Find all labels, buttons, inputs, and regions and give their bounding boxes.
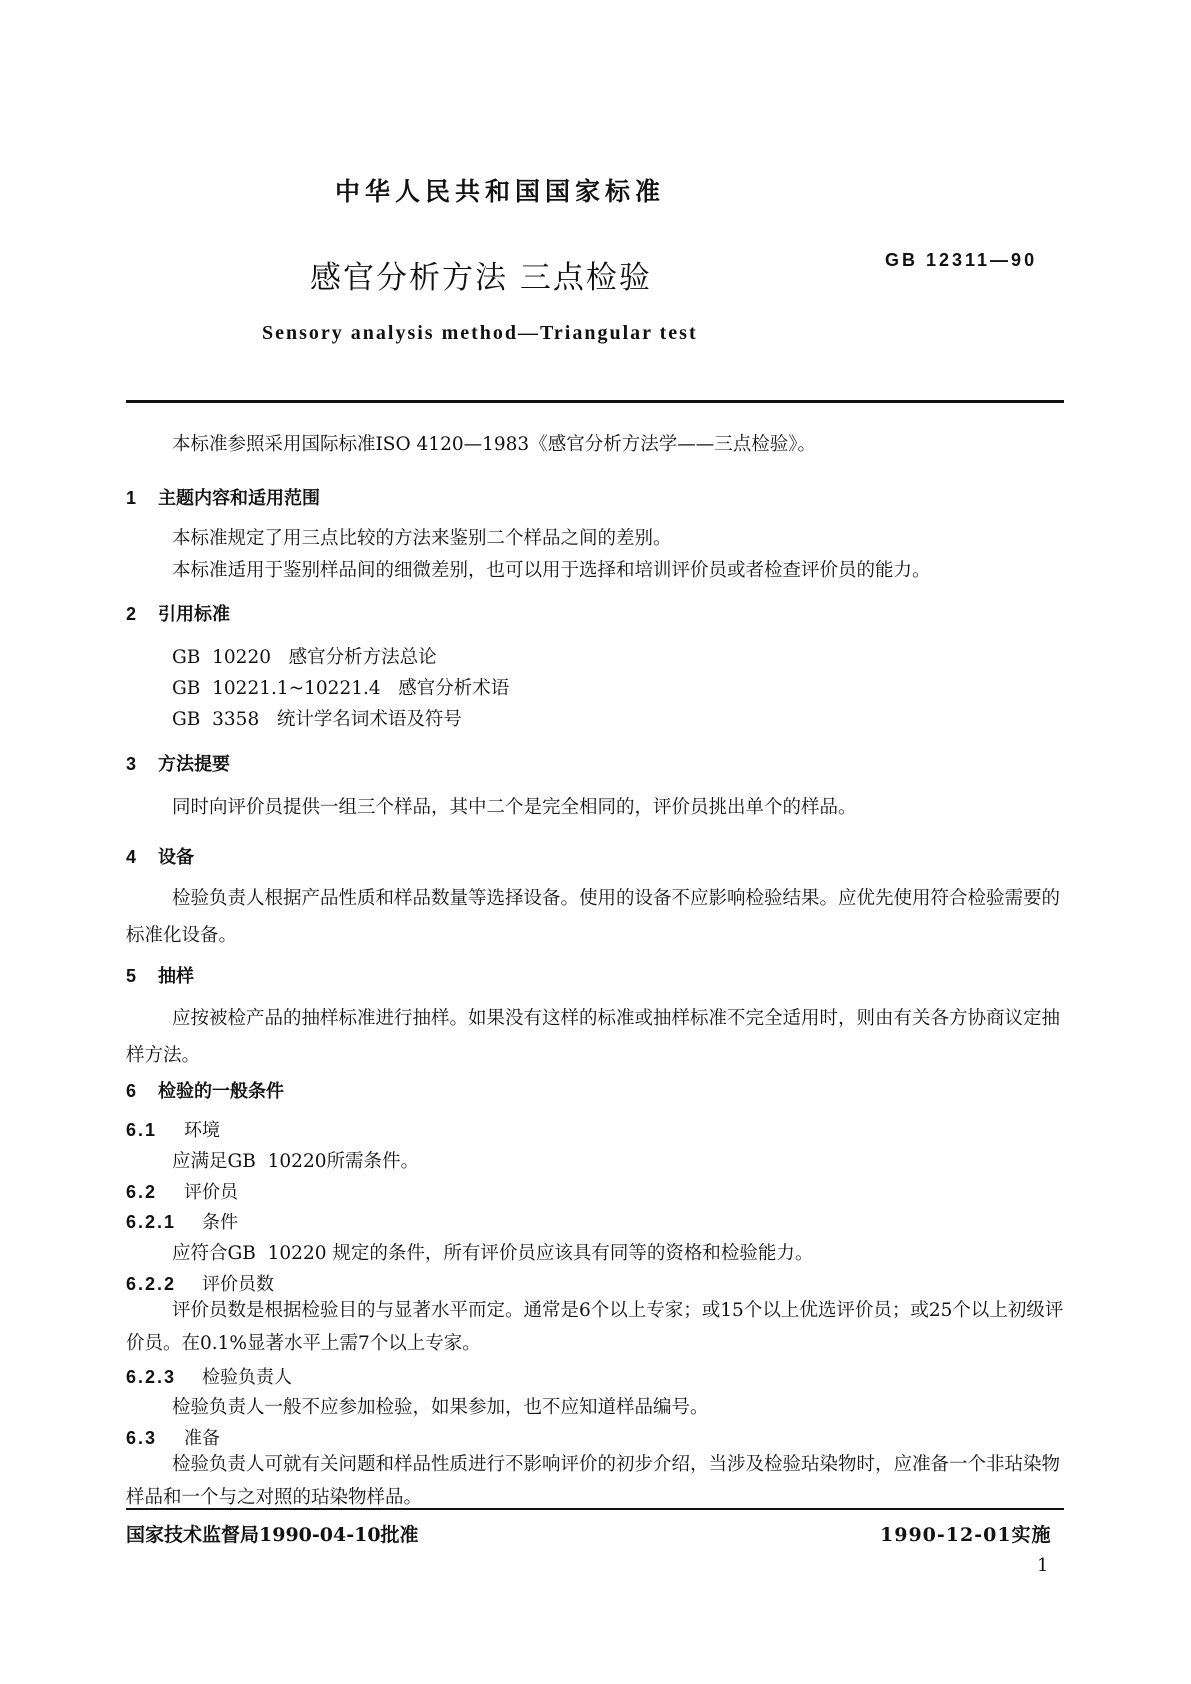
section-3-heading [126, 750, 230, 776]
subsection-6-2-heading [126, 1178, 238, 1204]
section-3-paragraph: 同时向评价员提供一组三个样品，其中二个是完全相同的，评价员挑出单个的样品。 [172, 797, 857, 818]
section-6-heading [126, 1077, 284, 1103]
section-number: 3 [126, 754, 137, 774]
subsection-6-2-1-heading [126, 1208, 238, 1234]
subsection-6-1-text: 应满足GB 10220所需条件。 [172, 1151, 419, 1172]
subsection-6-2-3-text: 检验负责人一般不应参加检验，如果参加，也不应知道样品编号。 [172, 1397, 709, 1418]
document-title-cn: 感官分析方法 三点检验 [310, 260, 652, 296]
footer-rule [126, 1508, 1064, 1510]
section-4-heading [126, 843, 194, 869]
subsection-6-1-heading [126, 1116, 220, 1142]
section-title: 主题内容和适用范围 [158, 488, 320, 509]
subsection-title: 评价员数 [202, 1274, 274, 1295]
section-title: 引用标准 [158, 604, 230, 625]
standard-code: GB 12311—90 [885, 250, 1038, 270]
subsection-6-3-heading [126, 1424, 220, 1450]
approval-date: 国家技术监督局1990-04-10批准 [126, 1524, 419, 1546]
subsection-title: 评价员 [184, 1182, 238, 1203]
subsection-number: 6.2.2 [126, 1274, 177, 1294]
section-title: 方法提要 [158, 754, 230, 775]
document-title-en: Sensory analysis method—Triangular test [262, 322, 698, 344]
intro-paragraph: 本标准参照采用国际标准ISO 4120—1983《感官分析方法学——三点检验》。 [172, 434, 816, 455]
section-5-heading [126, 962, 194, 988]
section-1-heading [126, 484, 320, 510]
subsection-6-2-2-text: 评价员数是根据检验目的与显著水平而定。通常是6个以上专家；或15个以上优选评价员；或25个以上初级评价员。在0.1%显著水平上需7个以上专家。 [126, 1300, 1064, 1354]
subsection-number: 6.3 [126, 1428, 158, 1448]
effective-date: 1990-12-01实施 [880, 1524, 1052, 1546]
section-1-paragraph-1: 本标准规定了用三点比较的方法来鉴别二个样品之间的差别。 [172, 528, 672, 549]
section-number: 1 [126, 488, 137, 508]
subsection-number: 6.1 [126, 1120, 158, 1140]
section-title: 检验的一般条件 [158, 1081, 284, 1102]
section-number: 5 [126, 966, 137, 986]
subsection-title: 检验负责人 [202, 1367, 292, 1388]
reference-item: GB 3358 统计学名词术语及符号 [172, 709, 462, 730]
subsection-6-2-3-heading [126, 1363, 292, 1389]
subsection-6-2-2-heading [126, 1270, 274, 1296]
subsection-title: 环境 [184, 1120, 220, 1141]
subsection-number: 6.2 [126, 1182, 158, 1202]
section-title: 设备 [158, 847, 194, 868]
section-2-heading [126, 600, 230, 626]
section-number: 6 [126, 1081, 137, 1101]
subsection-number: 6.2.1 [126, 1212, 177, 1232]
subsection-title: 条件 [202, 1212, 238, 1233]
page-number: 1 [1037, 1555, 1049, 1576]
section-5-paragraph: 应按被检产品的抽样标准进行抽样。如果没有这样的标准或抽样标准不完全适用时，则由有关各方协商议定抽样方法。 [126, 1008, 1061, 1066]
section-4-paragraph: 检验负责人根据产品性质和样品数量等选择设备。使用的设备不应影响检验结果。应优先使用符合检验需要的标准化设备。 [126, 888, 1061, 946]
national-standard-heading: 中华人民共和国国家标准 [335, 177, 666, 206]
subsection-6-2-1-text: 应符合GB 10220 规定的条件，所有评价员应该具有同等的资格和检验能力。 [172, 1243, 814, 1264]
section-title: 抽样 [158, 966, 194, 987]
subsection-number: 6.2.3 [126, 1367, 177, 1387]
section-number: 4 [126, 847, 137, 867]
reference-item: GB 10221.1~10221.4 感官分析术语 [172, 678, 510, 699]
subsection-6-3-text: 检验负责人可就有关问题和样品性质进行不影响评价的初步介绍，当涉及检验玷染物时，应准备一个非玷染物样品和一个与之对照的玷染物样品。 [126, 1454, 1061, 1508]
header-rule [126, 400, 1064, 403]
section-1-paragraph-2: 本标准适用于鉴别样品间的细微差别，也可以用于选择和培训评价员或者检查评价员的能力。 [172, 560, 931, 581]
reference-item: GB 10220 感官分析方法总论 [172, 647, 437, 668]
subsection-title: 准备 [184, 1428, 220, 1449]
section-number: 2 [126, 604, 137, 624]
